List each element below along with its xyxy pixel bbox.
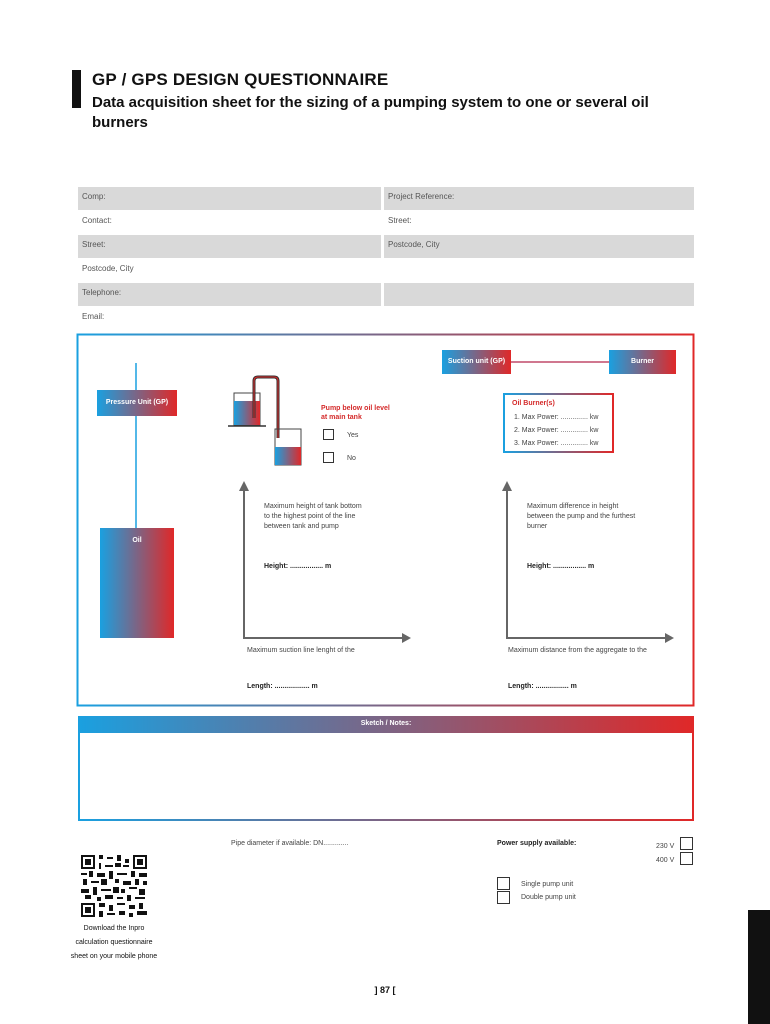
400v-checkbox[interactable] — [680, 852, 693, 865]
street-right-field[interactable]: Street: — [388, 216, 412, 225]
single-pump-checkbox[interactable] — [497, 877, 510, 890]
left-chart-description: Maximum height of tank bottom to the highest point of the line between tank and pump — [264, 503, 362, 530]
400v-label: 400 V — [656, 857, 675, 864]
burner-1-power[interactable]: 1. Max Power: .............. kw — [514, 414, 599, 421]
right-length-field[interactable]: Length: ................. m — [508, 683, 577, 690]
street-left-field[interactable]: Street: — [78, 235, 381, 258]
download-line-3: sheet on your mobile phone — [70, 953, 158, 960]
pump-below-question-line2: at main tank — [321, 414, 362, 421]
oil-burners-title: Oil Burner(s) — [512, 400, 555, 407]
power-supply-label: Power supply available: — [497, 840, 577, 847]
burner-label: Burner — [609, 350, 676, 374]
230v-label: 230 V — [656, 843, 675, 850]
no-checkbox[interactable] — [323, 452, 334, 463]
contact-field[interactable]: Contact: — [82, 216, 112, 225]
qr-code-icon[interactable] — [81, 855, 147, 917]
yes-label: Yes — [347, 432, 359, 439]
230v-checkbox[interactable] — [680, 837, 693, 850]
left-length-field[interactable]: Length: .................. m — [247, 683, 318, 690]
double-pump-label: Double pump unit — [521, 894, 576, 901]
postcode-city-left-field[interactable]: Postcode, City — [82, 264, 134, 273]
right-length-description: Maximum distance from the aggregate to the — [508, 647, 647, 654]
double-pump-checkbox[interactable] — [497, 891, 510, 904]
burner-3-power[interactable]: 3. Max Power: .............. kw — [514, 440, 599, 447]
pump-below-question-line1: Pump below oil level — [321, 405, 390, 412]
oil-burners-box — [503, 393, 614, 453]
page-subtitle: Data acquisition sheet for the sizing of a pumping system to one or several oil burners — [92, 94, 649, 131]
email-field[interactable]: Email: — [82, 312, 105, 321]
blank-field[interactable] — [384, 283, 694, 306]
oil-tank-block: Oil — [100, 528, 174, 638]
notes-title: Sketch / Notes: — [360, 720, 412, 727]
download-line-1: Download the Inpro — [83, 925, 145, 932]
yes-checkbox[interactable] — [323, 429, 334, 440]
suction-unit-label: Suction unit (GP) — [442, 350, 511, 374]
pressure-unit-label: Pressure Unit (GP) — [97, 390, 177, 416]
no-label: No — [347, 455, 356, 462]
left-height-field[interactable]: Height: ................. m — [264, 563, 332, 570]
postcode-city-right-field[interactable]: Postcode, City — [384, 235, 694, 258]
notes-area[interactable] — [78, 733, 694, 821]
page-number: ] 87 [ — [374, 985, 396, 995]
side-edge-bar — [748, 910, 770, 1024]
telephone-field[interactable]: Telephone: — [78, 283, 381, 306]
single-pump-label: Single pump unit — [521, 881, 574, 888]
download-line-2: calculation questionnaire — [75, 939, 153, 946]
right-chart-description: Maximum difference in height between the pump and the furthest burner — [527, 503, 636, 530]
left-length-description: Maximum suction line lenght of the — [247, 647, 355, 654]
pipe-diameter-field[interactable]: Pipe diameter if available: DN............. — [231, 840, 349, 847]
project-reference-field[interactable]: Project Reference: — [384, 187, 694, 210]
comp-field[interactable]: Comp: — [78, 187, 381, 210]
page-title: GP / GPS DESIGN QUESTIONNAIRE — [92, 70, 389, 89]
notes-header-bar — [78, 716, 694, 733]
right-height-field[interactable]: Height: ................. m — [527, 563, 595, 570]
title-accent-bar — [72, 70, 81, 108]
download-text — [66, 922, 162, 964]
burner-2-power[interactable]: 2. Max Power: .............. kw — [514, 427, 599, 434]
